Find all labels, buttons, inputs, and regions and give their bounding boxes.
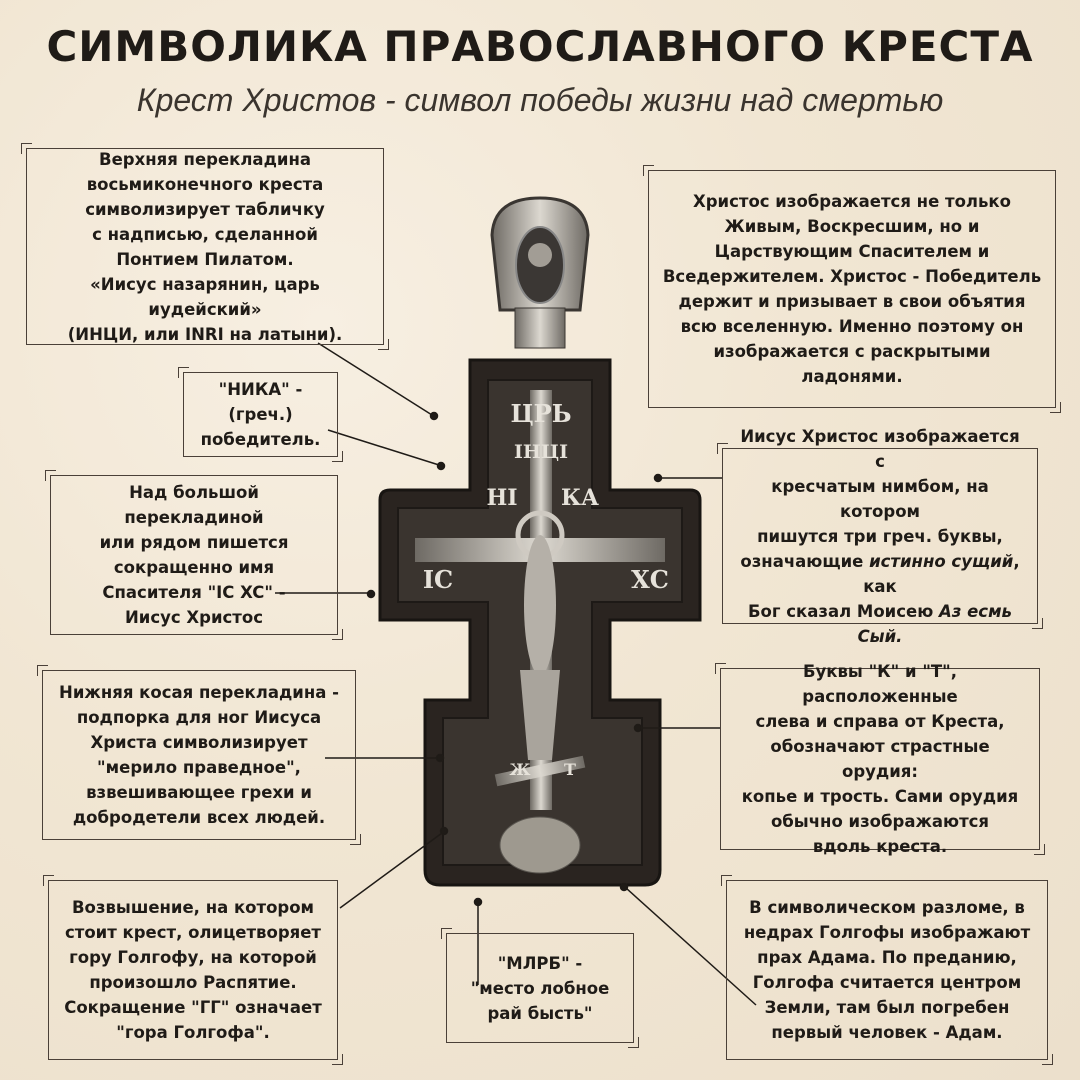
page-title: СИМВОЛИКА ПРАВОСЛАВНОГО КРЕСТА	[46, 22, 1034, 71]
xc-text: ХС	[631, 565, 669, 594]
inri-inscription: ІНЦІ	[513, 441, 569, 463]
nimbus-text: Иисус Христос изображается с кресчатым нимбом, на котором пишутся три греч. буквы, означающие истинно сущий, как Бог сказал Моисею Аз есмь Сый.	[740, 426, 1020, 646]
nika-left-text: НІ	[486, 485, 518, 511]
ic-text: ІС	[422, 565, 454, 594]
page-subtitle: Крест Христов - символ победы жизни над смертью	[136, 82, 944, 118]
note-adam: В символическом разломе, в недрах Голгофы изображают прах Адама. По преданию, Голгофа считается центром Земли, там был погребен первый человек - Адам.	[726, 880, 1048, 1060]
note-k-t: Буквы "К" и "Т", расположенные слева и справа от Креста, обозначают страстные орудия: копье и трость. Сами орудия обычно изображаются вдоль креста.	[720, 668, 1040, 850]
note-christ-alive: Христос изображается не только Живым, Воскресшим, но и Царствующим Спасителем и Вседержителем. Христос - Победитель держит и призывает в свои объятия всю вселенную. Именно поэтому он изображается с раскрытыми ладонями.	[648, 170, 1056, 408]
note-ic-xc: Над большой перекладиной или рядом пишется сокращенно имя Спасителя "IC XC" - Иисус Христос	[50, 475, 338, 635]
note-top-beam: Верхняя перекладина восьмиконечного креста символизирует табличку с надписью, сделанной Понтием Пилатом. «Иисус назарянин, царь иудейский» (ИНЦИ, или INRI на латыни).	[26, 148, 384, 345]
k-letter-text: Ж	[509, 760, 531, 779]
crown-inscription: ЦРЬ	[510, 399, 572, 428]
note-nika: "НИКА" - (греч.) победитель.	[183, 372, 338, 457]
nika-right-text: КА	[561, 485, 599, 511]
note-golgotha: Возвышение, на котором стоит крест, олицетворяет гору Голгофу, на которой произошло Распятие. Сокращение "ГГ" означает "гора Голгофа".	[48, 880, 338, 1060]
t-letter-text: Т	[564, 760, 576, 779]
note-nimbus	[722, 426, 1038, 646]
note-lower-beam: Нижняя косая перекладина - подпорка для ног Иисуса Христа символизирует "мерило праведное", взвешивающее грехи и добродетели всех людей.	[42, 670, 356, 840]
note-mlrb: "МЛРБ" - "место лобное рай бысть"	[446, 933, 634, 1043]
